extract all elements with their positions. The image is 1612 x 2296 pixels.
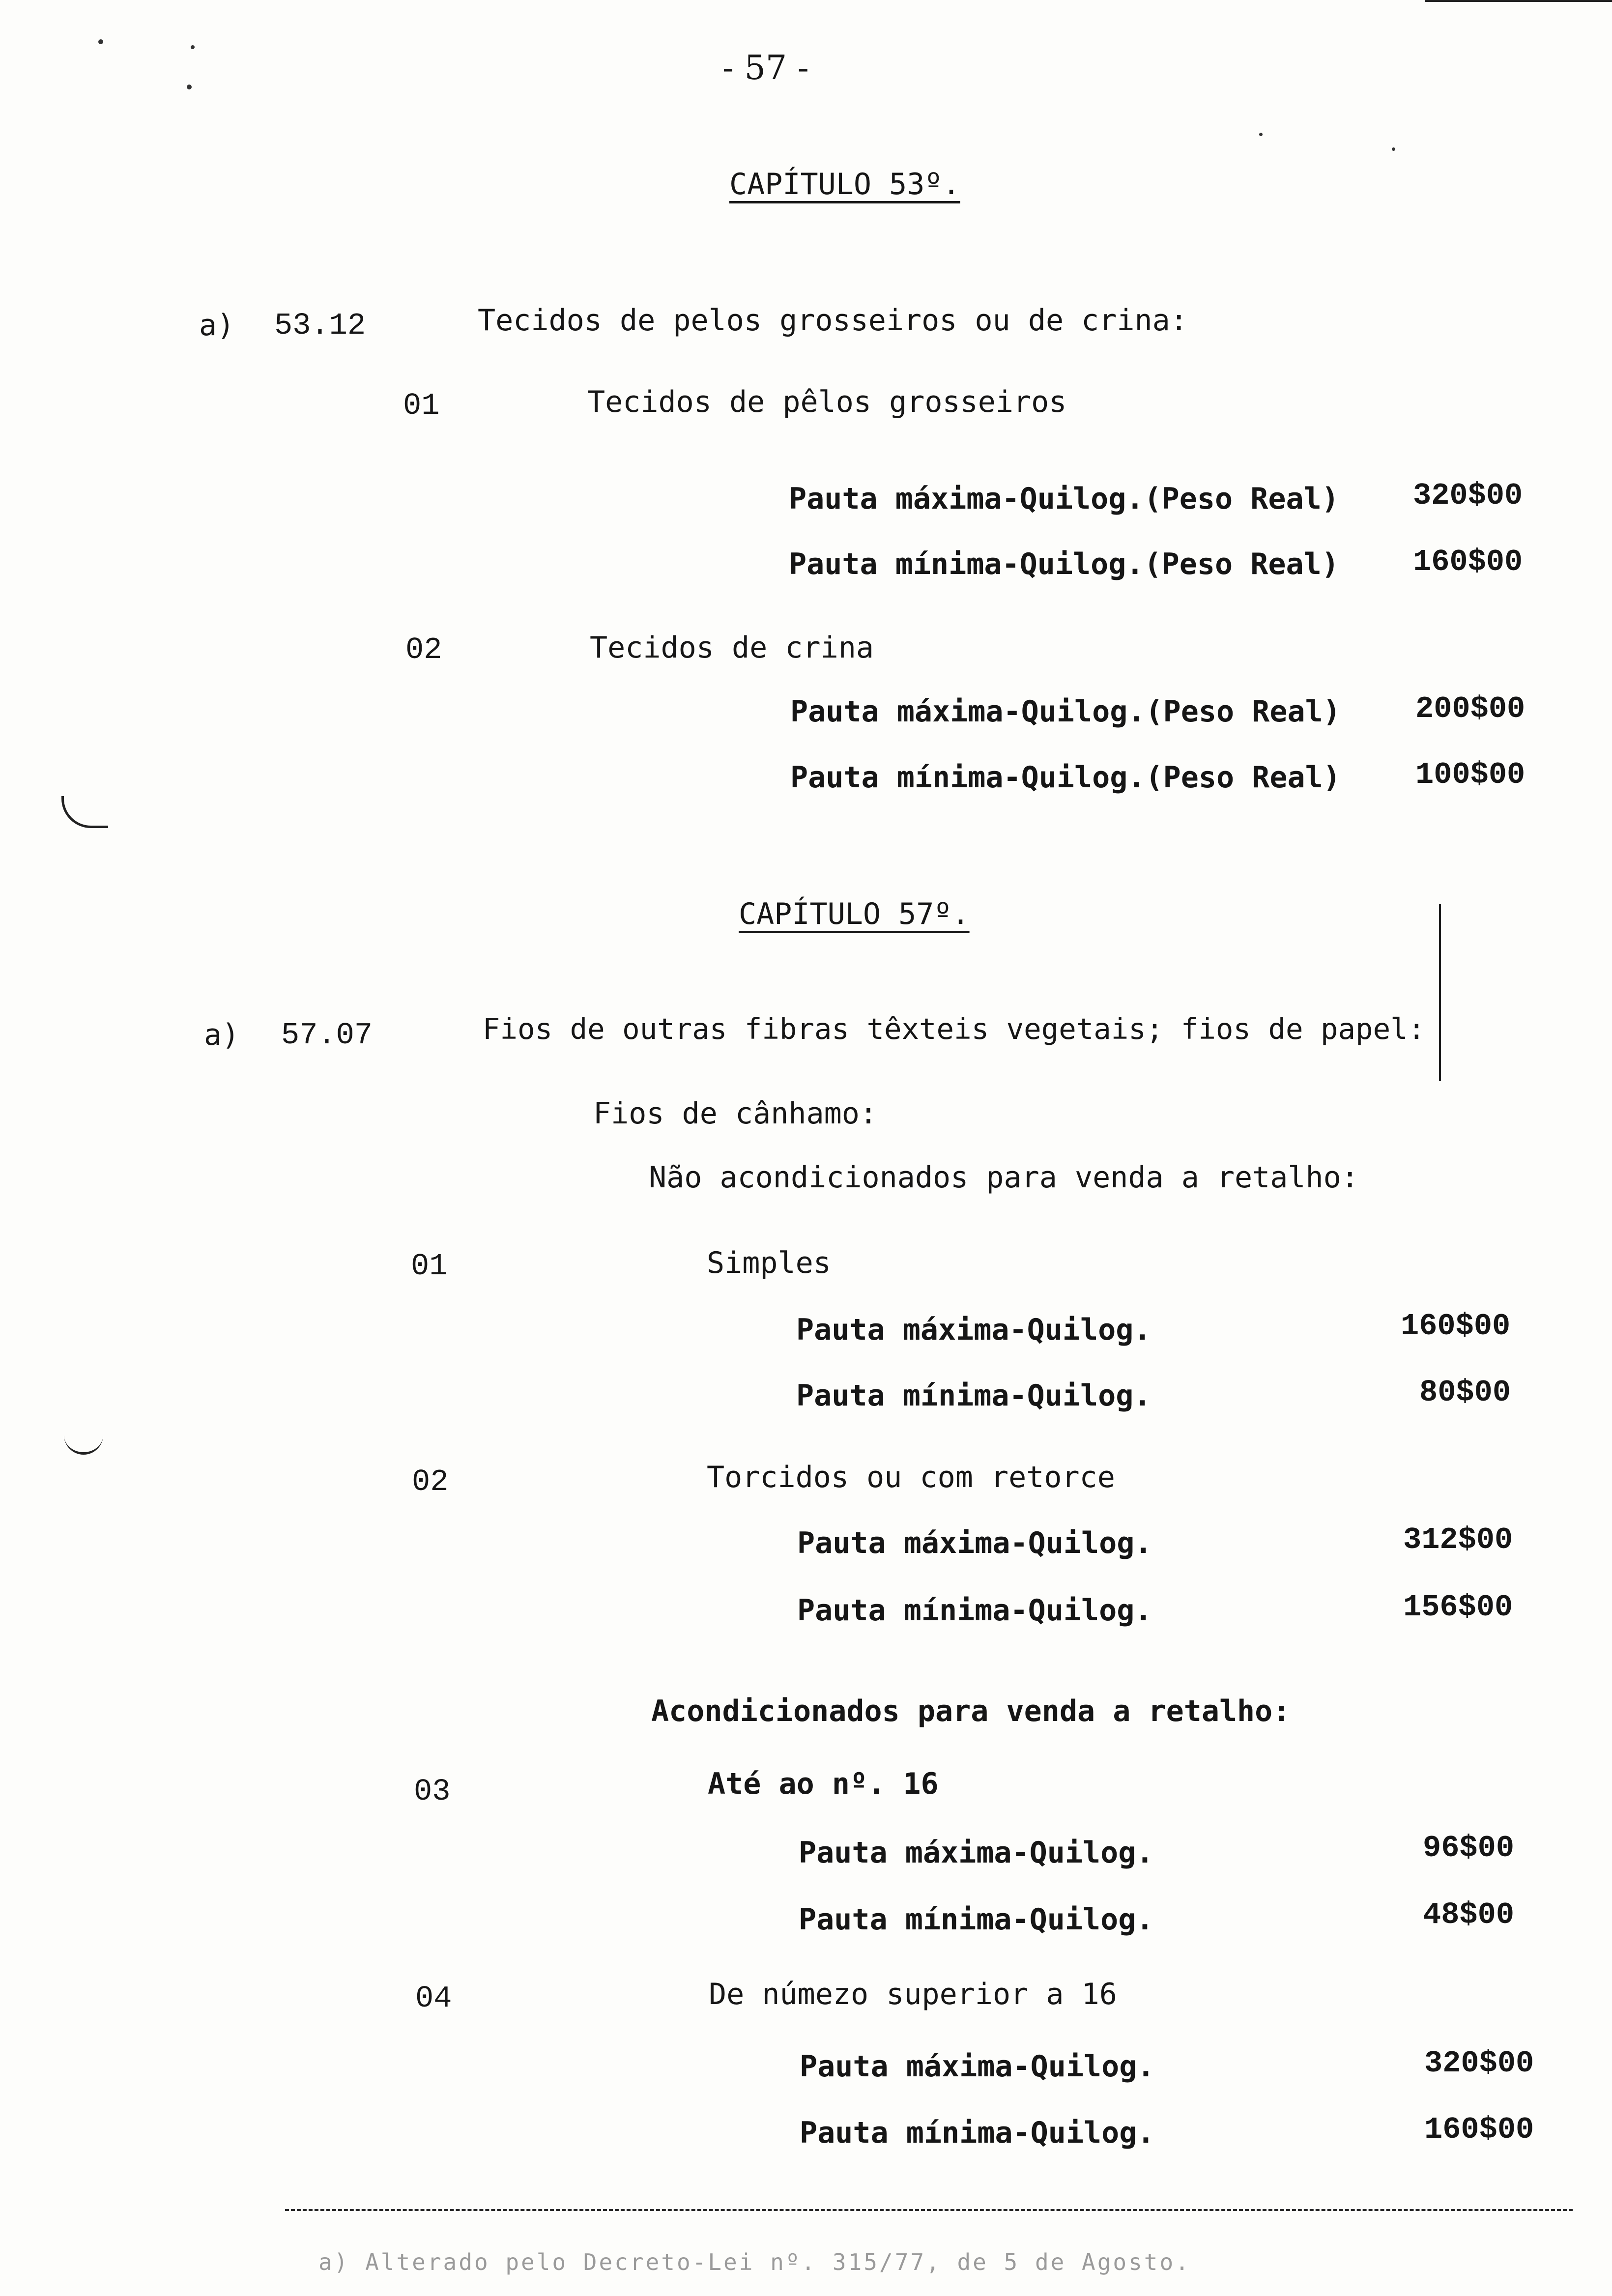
rate-max-value: 320$00 xyxy=(1413,478,1523,513)
item-code: 03 xyxy=(414,1774,451,1809)
footnote-divider xyxy=(285,2209,1573,2211)
rate-min-value: 100$00 xyxy=(1415,757,1526,792)
rate-min-value: 160$00 xyxy=(1413,545,1523,579)
rate-min-value: 80$00 xyxy=(1419,1375,1511,1410)
punch-hole-mark xyxy=(64,1433,103,1455)
item-text: Tecidos de pêlos grosseiros xyxy=(587,385,1067,419)
rate-min-label: Pauta mínima-Quilog. xyxy=(799,1902,1154,1937)
scan-speck xyxy=(1259,133,1263,136)
heading-marker: a) xyxy=(204,1018,240,1052)
item-text: Tecidos de crina xyxy=(590,631,874,665)
item-text: Torcidos ou com retorce xyxy=(707,1460,1115,1494)
rate-max-label: Pauta máxima-Quilog. xyxy=(797,1526,1152,1560)
heading-marker: a) xyxy=(199,308,235,343)
punch-hole-mark xyxy=(61,796,108,828)
item-text: Simples xyxy=(707,1246,831,1280)
item-code: 01 xyxy=(411,1249,448,1284)
rate-max-value: 200$00 xyxy=(1415,691,1526,726)
rate-max-label: Pauta máxima-Quilog. xyxy=(796,1313,1151,1347)
rate-max-label: Pauta máxima-Quilog.(Peso Real) xyxy=(789,482,1339,516)
rate-min-value: 156$00 xyxy=(1403,1590,1513,1625)
footnote: a) Alterado pelo Decreto-Lei nº. 315/77, de 5 de Agosto. xyxy=(318,2249,1191,2275)
margin-vertical-line xyxy=(1439,904,1441,1081)
item-code: 01 xyxy=(403,388,440,423)
rate-min-label: Pauta mínima-Quilog.(Peso Real) xyxy=(789,547,1339,581)
subheading: Fios de cânhamo: xyxy=(593,1096,877,1131)
scan-speck xyxy=(187,85,192,89)
rate-min-value: 160$00 xyxy=(1424,2112,1534,2147)
item-code: 02 xyxy=(412,1464,449,1499)
item-text: Até ao nº. 16 xyxy=(708,1767,939,1801)
rate-max-label: Pauta máxima-Quilog.(Peso Real) xyxy=(790,694,1341,729)
rate-min-label: Pauta mínima-Quilog. xyxy=(797,1593,1152,1628)
rate-max-value: 160$00 xyxy=(1401,1309,1511,1344)
rate-min-value: 48$00 xyxy=(1423,1897,1515,1932)
rate-max-label: Pauta máxima-Quilog. xyxy=(800,2049,1155,2084)
item-text: De númezo superior a 16 xyxy=(709,1977,1117,2011)
subheading: Acondicionados para venda a retalho: xyxy=(651,1694,1291,1728)
scan-speck xyxy=(98,39,103,44)
chapter-57-title: CAPÍTULO 57º. xyxy=(739,897,970,931)
rate-max-value: 96$00 xyxy=(1423,1831,1515,1866)
rate-min-label: Pauta mínima-Quilog. xyxy=(796,1378,1151,1413)
rate-min-label: Pauta mínima-Quilog. xyxy=(800,2116,1155,2150)
scan-speck xyxy=(1392,147,1395,151)
heading-text: Fios de outras fibras têxteis vegetais; fios de papel: xyxy=(483,1012,1426,1046)
heading-text: Tecidos de pelos grosseiros ou de crina: xyxy=(478,303,1188,338)
item-code: 02 xyxy=(405,632,442,667)
heading-code: 57.07 xyxy=(281,1018,373,1053)
item-code: 04 xyxy=(415,1981,452,2016)
page-number: - 57 - xyxy=(722,49,809,87)
rate-max-value: 320$00 xyxy=(1424,2046,1534,2081)
heading-code: 53.12 xyxy=(274,308,366,343)
rate-max-value: 312$00 xyxy=(1403,1522,1513,1557)
subheading: Não acondicionados para venda a retalho: xyxy=(649,1160,1359,1195)
scan-speck xyxy=(191,45,195,49)
top-edge-line xyxy=(1425,0,1612,2)
rate-max-label: Pauta máxima-Quilog. xyxy=(799,1836,1154,1870)
rate-min-label: Pauta mínima-Quilog.(Peso Real) xyxy=(790,760,1341,795)
chapter-53-title: CAPÍTULO 53º. xyxy=(729,167,960,201)
